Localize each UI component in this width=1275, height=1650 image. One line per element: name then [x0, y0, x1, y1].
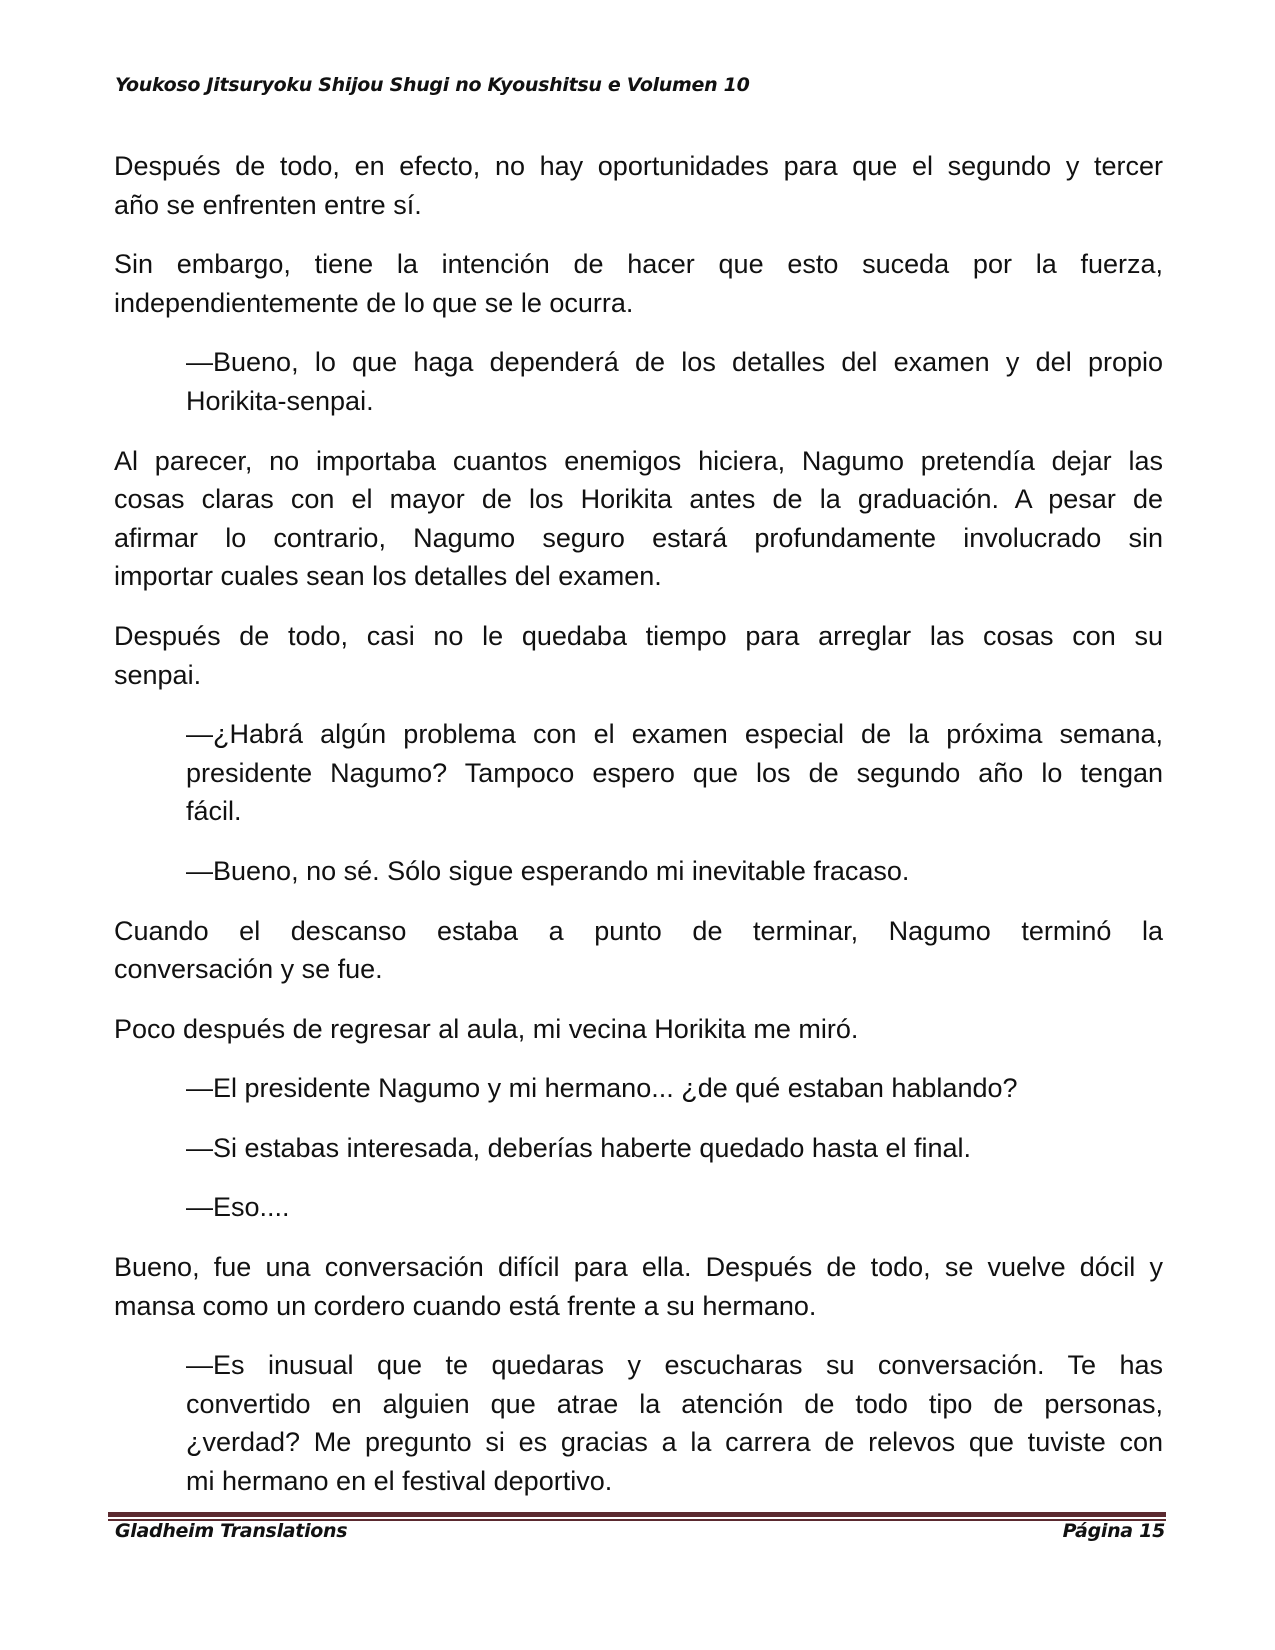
- footer-rule: [108, 1512, 1166, 1517]
- text-line: Horikita-senpai.: [186, 385, 374, 416]
- text-line: Al parecer, no importaba cuantos enemigos hiciera, Nagumo pretendía dejar las: [114, 445, 1163, 476]
- text-line: —Si estabas interesada, deberías haberte quedado hasta el final.: [186, 1132, 972, 1163]
- dialogue-paragraph: [186, 1188, 1163, 1227]
- dialogue-paragraph: [186, 1346, 1163, 1500]
- paragraph: [114, 617, 1163, 694]
- text-line: convertido en alguien que atrae la atención de todo tipo de personas,: [186, 1388, 1163, 1419]
- text-line: año se enfrenten entre sí.: [114, 189, 422, 220]
- text-line: mansa como un cordero cuando está frente a su hermano.: [114, 1290, 817, 1321]
- text-line: —El presidente Nagumo y mi hermano... ¿de qué estaban hablando?: [186, 1073, 1018, 1104]
- paragraph: [114, 147, 1163, 224]
- paragraph: [114, 1248, 1163, 1325]
- running-header: Youkoso Jitsuryoku Shijou Shugi no Kyoushitsu e Volumen 10: [115, 74, 750, 96]
- paragraph: [114, 1010, 1163, 1049]
- text-line: ¿verdad? Me pregunto si es gracias a la carrera de relevos que tuviste con: [186, 1427, 1163, 1458]
- paragraph: [114, 442, 1163, 596]
- text-line: Cuando el descanso estaba a punto de terminar, Nagumo terminó la: [114, 915, 1163, 946]
- text-line: —Bueno, no sé. Sólo sigue esperando mi inevitable fracaso.: [186, 855, 910, 886]
- dialogue-paragraph: [186, 1069, 1163, 1108]
- text-line: independientemente de lo que se le ocurra.: [114, 287, 634, 318]
- dialogue-paragraph: [186, 715, 1163, 831]
- dialogue-paragraph: [186, 852, 1163, 891]
- text-line: afirmar lo contrario, Nagumo seguro estará profundamente involucrado sin: [114, 522, 1163, 553]
- dialogue-paragraph: [186, 1129, 1163, 1168]
- footer-translator: Gladheim Translations: [115, 1520, 348, 1542]
- body-text: [114, 147, 1163, 1522]
- paragraph: [114, 912, 1163, 989]
- text-line: mi hermano en el festival deportivo.: [186, 1466, 613, 1497]
- text-line: —Eso....: [186, 1192, 290, 1223]
- text-line: senpai.: [114, 659, 202, 690]
- text-line: —Es inusual que te quedaras y escucharas su conversación. Te has: [186, 1350, 1163, 1381]
- text-line: importar cuales sean los detalles del examen.: [114, 561, 662, 592]
- text-line: Bueno, fue una conversación difícil para ella. Después de todo, se vuelve dócil y: [114, 1252, 1163, 1283]
- paragraph: [114, 245, 1163, 322]
- text-line: —¿Habrá algún problema con el examen especial de la próxima semana,: [186, 719, 1163, 750]
- text-line: Sin embargo, tiene la intención de hacer que esto suceda por la fuerza,: [114, 249, 1163, 280]
- dialogue-paragraph: [186, 343, 1163, 420]
- text-line: Después de todo, casi no le quedaba tiempo para arreglar las cosas con su: [114, 620, 1163, 651]
- text-line: Después de todo, en efecto, no hay oportunidades para que el segundo y tercer: [114, 151, 1163, 181]
- text-line: Poco después de regresar al aula, mi vecina Horikita me miró.: [114, 1013, 859, 1044]
- footer-page-number: Página 15: [1062, 1520, 1165, 1542]
- text-line: conversación y se fue.: [114, 954, 383, 985]
- text-line: cosas claras con el mayor de los Horikita antes de la graduación. A pesar de: [114, 484, 1163, 515]
- text-line: —Bueno, lo que haga dependerá de los detalles del examen y del propio: [186, 347, 1163, 378]
- text-line: fácil.: [186, 796, 242, 827]
- text-line: presidente Nagumo? Tampoco espero que los de segundo año lo tengan: [186, 757, 1163, 788]
